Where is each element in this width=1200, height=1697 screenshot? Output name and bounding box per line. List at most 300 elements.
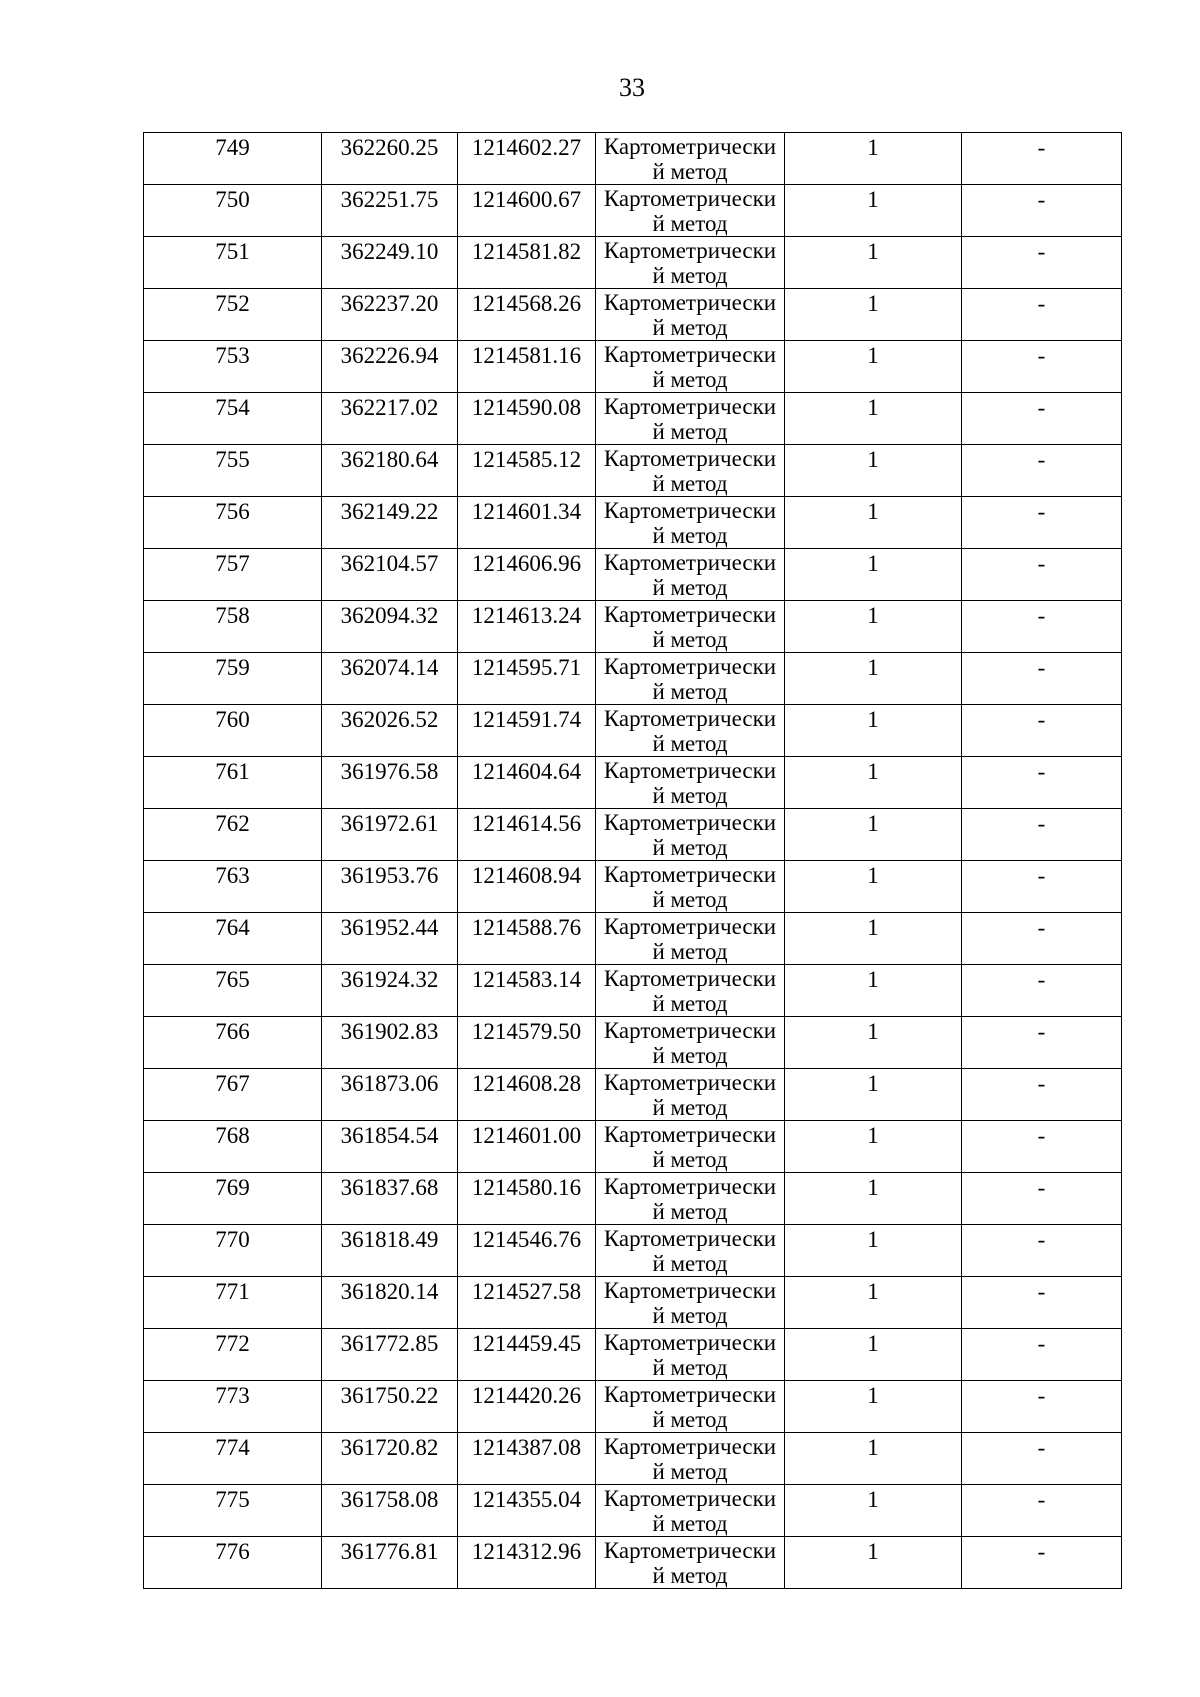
description-cell-value: - [1037,551,1046,576]
x-coordinate-cell [322,185,458,237]
y-coordinate-cell [458,861,596,913]
accuracy-cell-value: 1 [867,499,879,524]
method-line-1: Картометрически [603,1434,777,1459]
description-cell-value: - [1037,1227,1046,1252]
x-coordinate-cell-value: 362094.32 [340,603,439,628]
table-row [144,913,1122,965]
x-coordinate-cell-value: 361772.85 [340,1331,439,1356]
point-number-cell-value: 751 [215,239,250,264]
method-line-2: й метод [652,1459,728,1484]
point-number-cell-value: 754 [215,395,250,420]
method-cell [596,965,785,1017]
y-coordinate-cell-value: 1214591.74 [471,707,582,732]
y-coordinate-cell [458,549,596,601]
method-line-1: Картометрически [603,914,777,939]
description-cell [962,1225,1122,1277]
x-coordinate-cell-value: 361972.61 [340,811,439,836]
x-coordinate-cell [322,1381,458,1433]
accuracy-cell-value: 1 [867,655,879,680]
y-coordinate-cell-value: 1214583.14 [471,967,582,992]
method-line-1: Картометрически [603,1226,777,1251]
method-line-1: Картометрически [603,290,777,315]
accuracy-cell [785,861,962,913]
table-row [144,965,1122,1017]
description-cell [962,445,1122,497]
y-coordinate-cell-value: 1214608.94 [471,863,582,888]
point-number-cell [144,185,322,237]
method-line-2: й метод [652,835,728,860]
table-row [144,1381,1122,1433]
accuracy-cell-value: 1 [867,447,879,472]
method-cell [596,289,785,341]
method-cell [596,1485,785,1537]
x-coordinate-cell-value: 362104.57 [340,551,439,576]
method-line-1: Картометрически [603,238,777,263]
accuracy-cell [785,185,962,237]
table-row [144,1121,1122,1173]
description-cell-value: - [1037,1539,1046,1564]
method-line-2: й метод [652,367,728,392]
point-number-cell [144,1017,322,1069]
method-line-2: й метод [652,523,728,548]
point-number-cell-value: 762 [215,811,250,836]
y-coordinate-cell-value: 1214604.64 [471,759,582,784]
y-coordinate-cell-value: 1214581.82 [471,239,582,264]
y-coordinate-cell-value: 1214614.56 [471,811,582,836]
table-row [144,1017,1122,1069]
point-number-cell [144,549,322,601]
point-number-cell [144,1537,322,1589]
description-cell [962,965,1122,1017]
x-coordinate-cell [322,549,458,601]
y-coordinate-cell [458,1069,596,1121]
x-coordinate-cell [322,601,458,653]
method-line-1: Картометрически [603,862,777,887]
x-coordinate-cell-value: 361837.68 [340,1175,439,1200]
description-cell [962,1069,1122,1121]
x-coordinate-cell [322,497,458,549]
x-coordinate-cell-value: 361854.54 [340,1123,439,1148]
table-row [144,445,1122,497]
point-number-cell-value: 774 [215,1435,250,1460]
x-coordinate-cell [322,289,458,341]
method-line-1: Картометрически [603,394,777,419]
point-number-cell [144,1381,322,1433]
method-cell [596,341,785,393]
point-number-cell-value: 770 [215,1227,250,1252]
method-cell [596,497,785,549]
description-cell [962,497,1122,549]
method-line-2: й метод [652,575,728,600]
accuracy-cell [785,341,962,393]
description-cell [962,1537,1122,1589]
table-row [144,1485,1122,1537]
accuracy-cell-value: 1 [867,1175,879,1200]
table-row [144,601,1122,653]
table-row [144,653,1122,705]
point-number-cell-value: 776 [215,1539,250,1564]
point-number-cell [144,341,322,393]
point-number-cell [144,809,322,861]
description-cell-value: - [1037,811,1046,836]
accuracy-cell [785,237,962,289]
x-coordinate-cell [322,913,458,965]
description-cell [962,757,1122,809]
method-cell [596,705,785,757]
y-coordinate-cell [458,1017,596,1069]
coordinates-table [143,132,1122,1589]
accuracy-cell [785,809,962,861]
y-coordinate-cell-value: 1214581.16 [471,343,582,368]
description-cell-value: - [1037,1383,1046,1408]
method-line-1: Картометрически [603,654,777,679]
point-number-cell-value: 760 [215,707,250,732]
x-coordinate-cell [322,1017,458,1069]
method-line-1: Картометрически [603,446,777,471]
method-line-1: Картометрически [603,1330,777,1355]
y-coordinate-cell-value: 1214579.50 [471,1019,582,1044]
point-number-cell-value: 759 [215,655,250,680]
x-coordinate-cell [322,861,458,913]
y-coordinate-cell [458,1433,596,1485]
method-cell [596,445,785,497]
accuracy-cell [785,289,962,341]
method-line-2: й метод [652,471,728,496]
point-number-cell-value: 755 [215,447,250,472]
accuracy-cell-value: 1 [867,915,879,940]
point-number-cell-value: 752 [215,291,250,316]
y-coordinate-cell-value: 1214600.67 [471,187,582,212]
point-number-cell-value: 761 [215,759,250,784]
point-number-cell-value: 758 [215,603,250,628]
y-coordinate-cell [458,1329,596,1381]
y-coordinate-cell-value: 1214585.12 [471,447,582,472]
description-cell [962,237,1122,289]
y-coordinate-cell-value: 1214459.45 [471,1331,582,1356]
description-cell-value: - [1037,1175,1046,1200]
description-cell [962,913,1122,965]
accuracy-cell [785,133,962,185]
method-line-1: Картометрически [603,498,777,523]
accuracy-cell-value: 1 [867,395,879,420]
accuracy-cell-value: 1 [867,1539,879,1564]
method-cell [596,1173,785,1225]
accuracy-cell-value: 1 [867,707,879,732]
accuracy-cell-value: 1 [867,187,879,212]
point-number-cell-value: 756 [215,499,250,524]
method-line-1: Картометрически [603,186,777,211]
y-coordinate-cell-value: 1214312.96 [471,1539,582,1564]
table-row [144,757,1122,809]
coordinates-table-body [144,133,1122,1589]
method-cell [596,653,785,705]
x-coordinate-cell-value: 362249.10 [340,239,439,264]
point-number-cell [144,705,322,757]
point-number-cell [144,1277,322,1329]
accuracy-cell-value: 1 [867,1227,879,1252]
description-cell-value: - [1037,1331,1046,1356]
description-cell-value: - [1037,967,1046,992]
point-number-cell-value: 773 [215,1383,250,1408]
description-cell-value: - [1037,915,1046,940]
method-cell [596,237,785,289]
y-coordinate-cell [458,497,596,549]
y-coordinate-cell-value: 1214588.76 [471,915,582,940]
accuracy-cell [785,913,962,965]
method-line-2: й метод [652,991,728,1016]
description-cell-value: - [1037,1435,1046,1460]
x-coordinate-cell-value: 361976.58 [340,759,439,784]
method-line-1: Картометрически [603,134,777,159]
method-line-1: Картометрически [603,758,777,783]
accuracy-cell [785,965,962,1017]
method-line-2: й метод [652,627,728,652]
point-number-cell [144,653,322,705]
table-row [144,705,1122,757]
description-cell [962,185,1122,237]
y-coordinate-cell [458,1485,596,1537]
table-row [144,1173,1122,1225]
accuracy-cell [785,1277,962,1329]
accuracy-cell [785,653,962,705]
x-coordinate-cell [322,1485,458,1537]
point-number-cell-value: 771 [215,1279,250,1304]
description-cell [962,549,1122,601]
description-cell [962,1173,1122,1225]
x-coordinate-cell [322,1173,458,1225]
y-coordinate-cell-value: 1214355.04 [471,1487,582,1512]
x-coordinate-cell [322,653,458,705]
accuracy-cell-value: 1 [867,1019,879,1044]
table-row [144,809,1122,861]
method-line-2: й метод [652,783,728,808]
point-number-cell-value: 766 [215,1019,250,1044]
accuracy-cell [785,1225,962,1277]
x-coordinate-cell [322,705,458,757]
y-coordinate-cell-value: 1214602.27 [471,135,582,160]
point-number-cell [144,237,322,289]
x-coordinate-cell-value: 361776.81 [340,1539,439,1564]
x-coordinate-cell-value: 361952.44 [340,915,439,940]
accuracy-cell [785,1173,962,1225]
y-coordinate-cell-value: 1214568.26 [471,291,582,316]
table-row [144,185,1122,237]
y-coordinate-cell-value: 1214601.00 [471,1123,582,1148]
x-coordinate-cell-value: 361720.82 [340,1435,439,1460]
method-line-2: й метод [652,1095,728,1120]
method-line-1: Картометрически [603,1070,777,1095]
method-cell [596,1433,785,1485]
y-coordinate-cell [458,393,596,445]
accuracy-cell-value: 1 [867,135,879,160]
method-line-2: й метод [652,1355,728,1380]
method-cell [596,1017,785,1069]
point-number-cell-value: 767 [215,1071,250,1096]
y-coordinate-cell-value: 1214420.26 [471,1383,582,1408]
x-coordinate-cell-value: 362251.75 [340,187,439,212]
accuracy-cell-value: 1 [867,291,879,316]
table-row [144,393,1122,445]
point-number-cell [144,1069,322,1121]
x-coordinate-cell [322,133,458,185]
y-coordinate-cell [458,1381,596,1433]
y-coordinate-cell-value: 1214580.16 [471,1175,582,1200]
table-row [144,341,1122,393]
accuracy-cell-value: 1 [867,239,879,264]
y-coordinate-cell [458,809,596,861]
accuracy-cell-value: 1 [867,1487,879,1512]
y-coordinate-cell-value: 1214387.08 [471,1435,582,1460]
method-cell [596,809,785,861]
x-coordinate-cell-value: 361758.08 [340,1487,439,1512]
method-cell [596,549,785,601]
y-coordinate-cell-value: 1214590.08 [471,395,582,420]
method-cell [596,601,785,653]
x-coordinate-cell [322,1433,458,1485]
x-coordinate-cell [322,237,458,289]
x-coordinate-cell-value: 361924.32 [340,967,439,992]
x-coordinate-cell-value: 362026.52 [340,707,439,732]
description-cell-value: - [1037,187,1046,212]
y-coordinate-cell [458,705,596,757]
accuracy-cell [785,1017,962,1069]
description-cell-value: - [1037,447,1046,472]
page-number: 33 [619,73,645,102]
y-coordinate-cell-value: 1214613.24 [471,603,582,628]
method-line-2: й метод [652,679,728,704]
table-row [144,1069,1122,1121]
point-number-cell [144,1329,322,1381]
description-cell-value: - [1037,1487,1046,1512]
accuracy-cell-value: 1 [867,1071,879,1096]
accuracy-cell [785,601,962,653]
description-cell-value: - [1037,1123,1046,1148]
x-coordinate-cell-value: 362260.25 [340,135,439,160]
description-cell [962,1277,1122,1329]
method-line-1: Картометрически [603,1382,777,1407]
method-line-2: й метод [652,939,728,964]
point-number-cell-value: 757 [215,551,250,576]
x-coordinate-cell-value: 362226.94 [340,343,439,368]
method-line-1: Картометрически [603,1486,777,1511]
accuracy-cell [785,1433,962,1485]
description-cell [962,1381,1122,1433]
x-coordinate-cell-value: 362237.20 [340,291,439,316]
x-coordinate-cell-value: 361873.06 [340,1071,439,1096]
y-coordinate-cell-value: 1214546.76 [471,1227,582,1252]
y-coordinate-cell [458,913,596,965]
description-cell [962,289,1122,341]
description-cell-value: - [1037,395,1046,420]
point-number-cell [144,1225,322,1277]
accuracy-cell [785,549,962,601]
point-number-cell [144,1173,322,1225]
point-number-cell [144,1121,322,1173]
description-cell-value: - [1037,291,1046,316]
method-line-1: Картометрически [603,602,777,627]
y-coordinate-cell [458,341,596,393]
accuracy-cell [785,497,962,549]
method-line-1: Картометрически [603,342,777,367]
description-cell [962,1433,1122,1485]
y-coordinate-cell [458,757,596,809]
y-coordinate-cell [458,445,596,497]
method-cell [596,1329,785,1381]
accuracy-cell [785,1485,962,1537]
description-cell-value: - [1037,343,1046,368]
y-coordinate-cell [458,601,596,653]
x-coordinate-cell [322,393,458,445]
method-cell [596,757,785,809]
accuracy-cell [785,757,962,809]
description-cell [962,341,1122,393]
method-line-1: Картометрически [603,1538,777,1563]
table-row [144,497,1122,549]
accuracy-cell-value: 1 [867,551,879,576]
x-coordinate-cell-value: 362074.14 [340,655,439,680]
method-line-2: й метод [652,159,728,184]
point-number-cell [144,601,322,653]
table-row [144,1537,1122,1589]
point-number-cell-value: 769 [215,1175,250,1200]
description-cell-value: - [1037,239,1046,264]
point-number-cell-value: 772 [215,1331,250,1356]
accuracy-cell-value: 1 [867,759,879,784]
x-coordinate-cell-value: 361818.49 [340,1227,439,1252]
accuracy-cell-value: 1 [867,1331,879,1356]
description-cell-value: - [1037,655,1046,680]
method-cell [596,1069,785,1121]
table-row [144,1225,1122,1277]
method-line-2: й метод [652,263,728,288]
accuracy-cell [785,1329,962,1381]
description-cell-value: - [1037,135,1046,160]
x-coordinate-cell-value: 361902.83 [340,1019,439,1044]
accuracy-cell-value: 1 [867,343,879,368]
description-cell-value: - [1037,863,1046,888]
method-line-1: Картометрически [603,1122,777,1147]
point-number-cell-value: 763 [215,863,250,888]
x-coordinate-cell [322,341,458,393]
x-coordinate-cell [322,809,458,861]
y-coordinate-cell-value: 1214601.34 [471,499,582,524]
table-row [144,237,1122,289]
accuracy-cell [785,1121,962,1173]
y-coordinate-cell-value: 1214608.28 [471,1071,582,1096]
description-cell [962,861,1122,913]
method-line-2: й метод [652,1563,728,1588]
method-line-1: Картометрически [603,966,777,991]
method-line-1: Картометрически [603,1018,777,1043]
accuracy-cell-value: 1 [867,1123,879,1148]
x-coordinate-cell-value: 362180.64 [340,447,439,472]
point-number-cell [144,861,322,913]
y-coordinate-cell [458,133,596,185]
description-cell [962,1017,1122,1069]
x-coordinate-cell [322,1225,458,1277]
method-cell [596,1537,785,1589]
point-number-cell [144,497,322,549]
accuracy-cell-value: 1 [867,967,879,992]
y-coordinate-cell [458,1277,596,1329]
accuracy-cell [785,705,962,757]
y-coordinate-cell [458,185,596,237]
point-number-cell-value: 750 [215,187,250,212]
method-line-2: й метод [652,1199,728,1224]
method-line-2: й метод [652,1043,728,1068]
y-coordinate-cell-value: 1214606.96 [471,551,582,576]
method-cell [596,1277,785,1329]
